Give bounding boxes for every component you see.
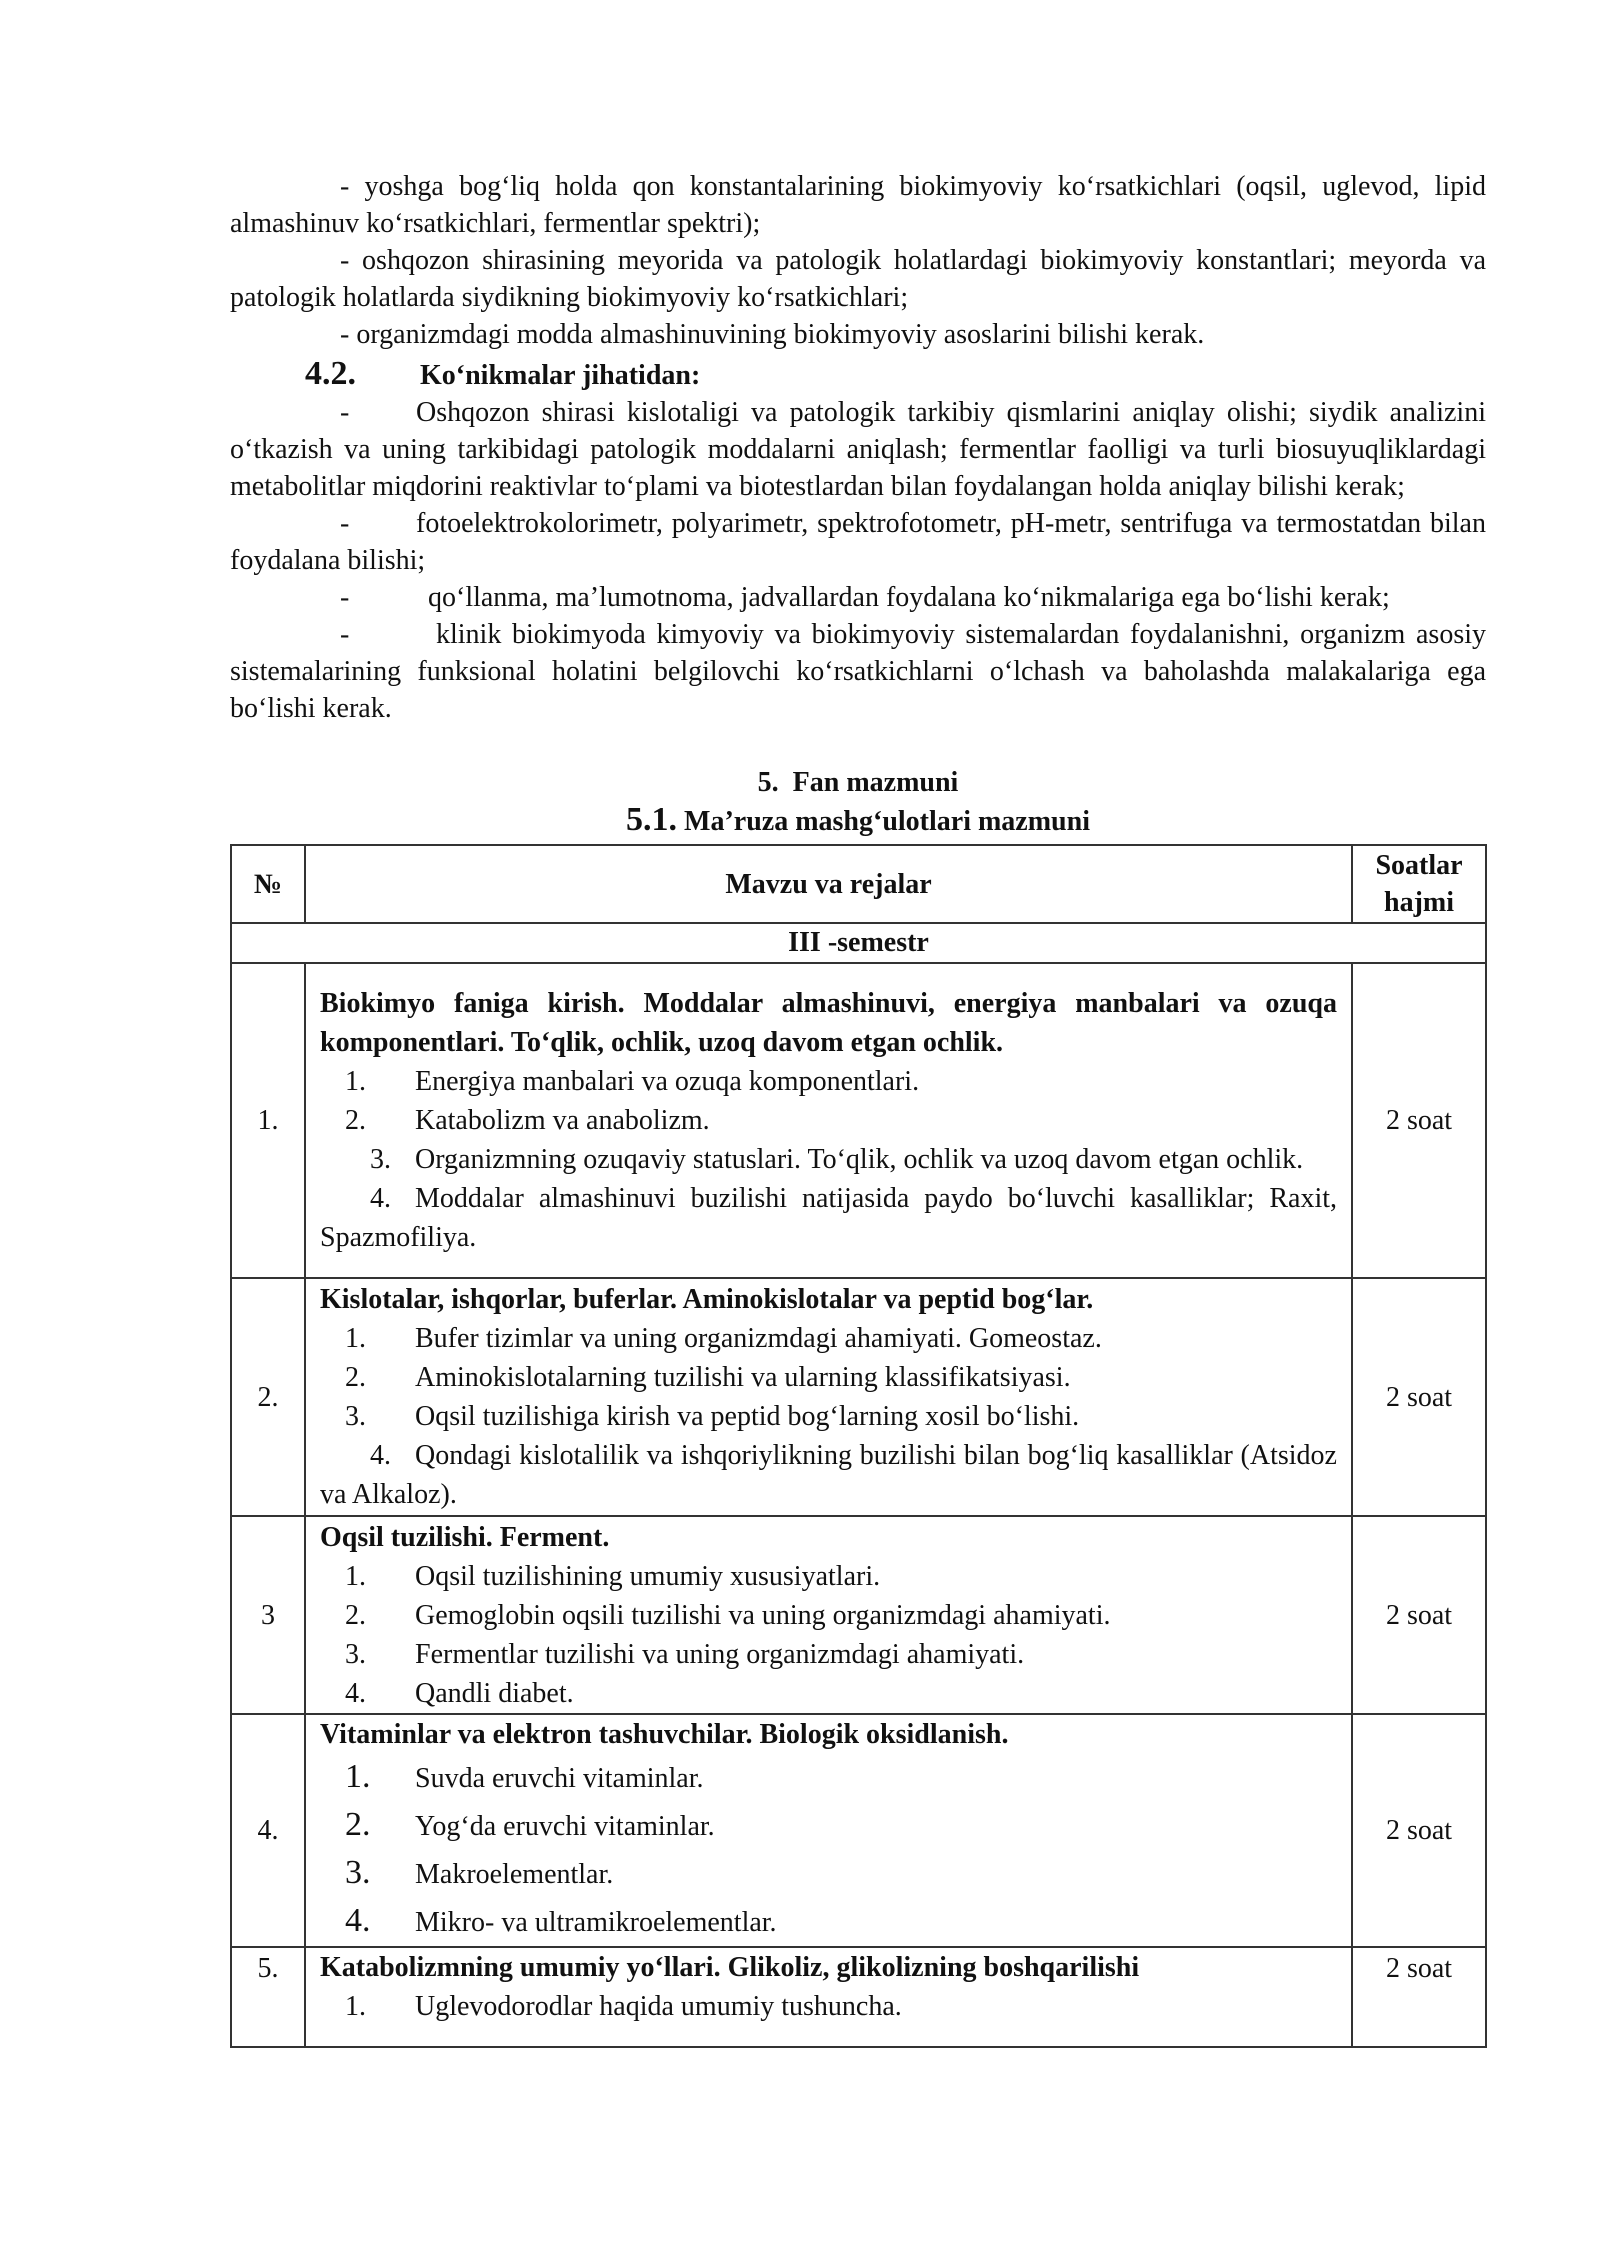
list-item-text: Mikro- va ultramikroelementlar.	[415, 1907, 777, 1938]
section-4-2-number: 4.2.	[305, 355, 356, 392]
list-item-number: 2.	[345, 1362, 366, 1393]
section-4-2-heading	[230, 355, 1486, 394]
list-item-number: 4.	[370, 1440, 391, 1471]
list-item	[320, 1802, 1337, 1850]
row-hours: 2 soat	[1352, 1714, 1486, 1947]
row-topic	[305, 1516, 1352, 1714]
list-item-number: 2.	[345, 1599, 366, 1631]
list-item	[320, 1898, 1337, 1946]
row-number: 5.	[231, 1947, 305, 2047]
row-hours: 2 soat	[1352, 1278, 1486, 1516]
dash-marker: -	[340, 397, 350, 428]
section-5-title: Fan mazmuni	[792, 767, 959, 798]
row-hours: 2 soat	[1352, 963, 1486, 1278]
list-item	[320, 1754, 1337, 1802]
skill-item-1	[230, 394, 1486, 505]
list-item-number: 3.	[345, 1401, 366, 1432]
table-row	[231, 1516, 1486, 1714]
list-item-number: 1.	[345, 1758, 371, 1795]
list-item-number: 2.	[345, 1806, 371, 1843]
list-item	[320, 1674, 1337, 1713]
skill-text-2: fotoelektrokolorimetr, polyarimetr, spektrofotometr, pH-metr, sentrifuga va termostatdan bilan foydalana bilishi;	[230, 508, 1486, 576]
list-item	[320, 1062, 1337, 1101]
list-item-text: Qandli diabet.	[415, 1677, 574, 1709]
row-title: Biokimyo faniga kirish. Moddalar almashinuvi, energiya manbalari va ozuqa komponentlari. To‘qlik, ochlik, uzoq davom etgan ochlik.	[320, 988, 1337, 1058]
dash-marker: -	[340, 619, 350, 650]
row-title: Vitaminlar va elektron tashuvchilar. Biologik oksidlanish.	[320, 1719, 1009, 1750]
skill-text-1: Oshqozon shirasi kislotaligi va patologik tarkibiy qismlarini aniqlay olishi; siydik analizini o‘tkazish va uning tarkibidagi patologik moddalarni aniqlash; fermentlar faolligi va turli biosuyuqliklardagi metabolitlar miqdorini reaktivlar to‘plami va biotestlardan bilan foydalangan holda aniqlay bilishi kerak;	[230, 397, 1486, 502]
skill-text-4: klinik biokimyoda kimyoviy va biokimyoviy sistemalardan foydalanishni, organizm asosiy sistemalarining funksional holatini belgilovchi ko‘rsatkichlarni o‘lchash va baholashda malakalariga ega bo‘lishi kerak.	[230, 619, 1486, 724]
list-item	[320, 1358, 1337, 1397]
list-item	[320, 1987, 1337, 2026]
list-item-text: Qondagi kislotalilik va ishqoriylikning buzilishi bilan bog‘liq kasalliklar (Atsidoz va Alkaloz).	[320, 1440, 1337, 1510]
row-number: 2.	[231, 1278, 305, 1516]
row-number: 1.	[231, 963, 305, 1278]
list-item	[320, 1140, 1337, 1179]
list-item-number: 4.	[345, 1677, 366, 1709]
row-number: 3	[231, 1516, 305, 1714]
semester-row	[231, 923, 1486, 963]
list-item-number: 3.	[345, 1638, 366, 1670]
row-hours: 2 soat	[1352, 1947, 1486, 2047]
skill-item-2	[230, 505, 1486, 579]
list-item-text: Aminokislotalarning tuzilishi va ularning klassifikatsiyasi.	[415, 1362, 1071, 1393]
list-item-text: Makroelementlar.	[415, 1859, 614, 1890]
list-item-text: Yog‘da eruvchi vitaminlar.	[415, 1811, 715, 1842]
list-item-number: 1.	[345, 1991, 366, 2022]
list-item-text: Uglevodorodlar haqida umumiy tushuncha.	[415, 1991, 902, 2022]
list-item-text: Suvda eruvchi vitaminlar.	[415, 1763, 704, 1794]
list-item	[320, 1319, 1337, 1358]
list-item	[320, 1179, 1337, 1257]
dash-marker: -	[340, 582, 350, 613]
list-item-text: Bufer tizimlar va uning organizmdagi ahamiyati. Gomeostaz.	[415, 1323, 1102, 1354]
table-row	[231, 1278, 1486, 1516]
section-5-1-title: Ma’ruza mashg‘ulotlari mazmuni	[684, 806, 1090, 837]
list-item	[320, 1397, 1337, 1436]
header-hours: Soatlar hajmi	[1352, 845, 1486, 923]
table-row	[231, 963, 1486, 1278]
list-item-number: 1.	[345, 1323, 366, 1354]
lecture-content-table	[230, 844, 1487, 2048]
row-topic	[305, 1278, 1352, 1516]
list-item-text: Gemoglobin oqsili tuzilishi va uning organizmdagi ahamiyati.	[415, 1599, 1111, 1631]
row-title: Oqsil tuzilishi. Ferment.	[320, 1521, 610, 1553]
row-number: 4.	[231, 1714, 305, 1947]
list-item-number: 1.	[345, 1560, 366, 1592]
list-item	[320, 1557, 1337, 1596]
row-topic	[305, 1947, 1352, 2047]
list-item-text: Moddalar almashinuvi buzilishi natijasida paydo bo‘luvchi kasalliklar; Raxit, Spazmofiliya.	[320, 1183, 1337, 1253]
row-hours: 2 soat	[1352, 1516, 1486, 1714]
list-item-text: Organizmning ozuqaviy statuslari. To‘qlik, ochlik va uzoq davom etgan ochlik.	[415, 1144, 1304, 1175]
list-item	[320, 1596, 1337, 1635]
row-topic	[305, 963, 1352, 1278]
skill-item-4	[230, 616, 1486, 727]
list-item-number: 2.	[345, 1105, 366, 1136]
section-4-2-title: Ko‘nikmalar jihatidan:	[420, 360, 701, 391]
intro-paragraph-3: - organizmdagi modda almashinuvining biokimyoviy asoslarini bilishi kerak.	[340, 319, 1205, 350]
semester-label: III -semestr	[231, 923, 1486, 963]
list-item	[320, 1101, 1337, 1140]
skill-item-3	[230, 579, 1486, 616]
dash-marker: -	[340, 508, 350, 539]
list-item-text: Energiya manbalari va ozuqa komponentlari.	[415, 1066, 920, 1097]
document-page	[230, 168, 1486, 2048]
skill-text-3: qo‘llanma, ma’lumotnoma, jadvallardan foydalana ko‘nikmalariga ega bo‘lishi kerak;	[428, 582, 1390, 613]
list-item-text: Fermentlar tuzilishi va uning organizmdagi ahamiyati.	[415, 1638, 1025, 1670]
list-item-text: Oqsil tuzilishiga kirish va peptid bog‘larning xosil bo‘lishi.	[415, 1401, 1080, 1432]
list-item-number: 3.	[370, 1144, 391, 1175]
list-item	[320, 1436, 1337, 1514]
list-item	[320, 1850, 1337, 1898]
header-number: №	[231, 845, 305, 923]
list-item-number: 4.	[370, 1183, 391, 1214]
section-5-1-number: 5.1.	[626, 801, 678, 838]
row-title: Katabolizmning umumiy yo‘llari. Glikoliz, glikolizning boshqarilishi	[320, 1952, 1140, 1983]
table-row	[231, 1947, 1486, 2047]
list-item-number: 3.	[345, 1854, 371, 1891]
row-topic	[305, 1714, 1352, 1947]
list-item-text: Oqsil tuzilishining umumiy xususiyatlari.	[415, 1560, 881, 1592]
intro-paragraph-1: - yoshga bog‘liq holda qon konstantalarining biokimyoviy ko‘rsatkichlari (oqsil, uglevod, lipid almashinuv ko‘rsatkichlari, fermentlar spektri);	[230, 171, 1486, 239]
list-item-number: 1.	[345, 1066, 366, 1097]
section-5-number: 5.	[757, 767, 779, 798]
intro-paragraph-2: - oshqozon shirasining meyorida va patologik holatlardagi biokimyoviy konstantlari; meyorda va patologik holatlarda siydikning biokimyoviy ko‘rsatkichlari;	[230, 245, 1486, 313]
section-5-1-heading	[230, 801, 1486, 840]
list-item-text: Katabolizm va anabolizm.	[415, 1105, 710, 1136]
header-topic: Mavzu va rejalar	[305, 845, 1352, 923]
list-item	[320, 1635, 1337, 1674]
table-header-row	[231, 845, 1486, 923]
row-title: Kislotalar, ishqorlar, buferlar. Aminokislotalar va peptid bog‘lar.	[320, 1284, 1094, 1315]
table-row	[231, 1714, 1486, 1947]
list-item-number: 4.	[345, 1902, 371, 1939]
section-5-heading	[230, 764, 1486, 801]
